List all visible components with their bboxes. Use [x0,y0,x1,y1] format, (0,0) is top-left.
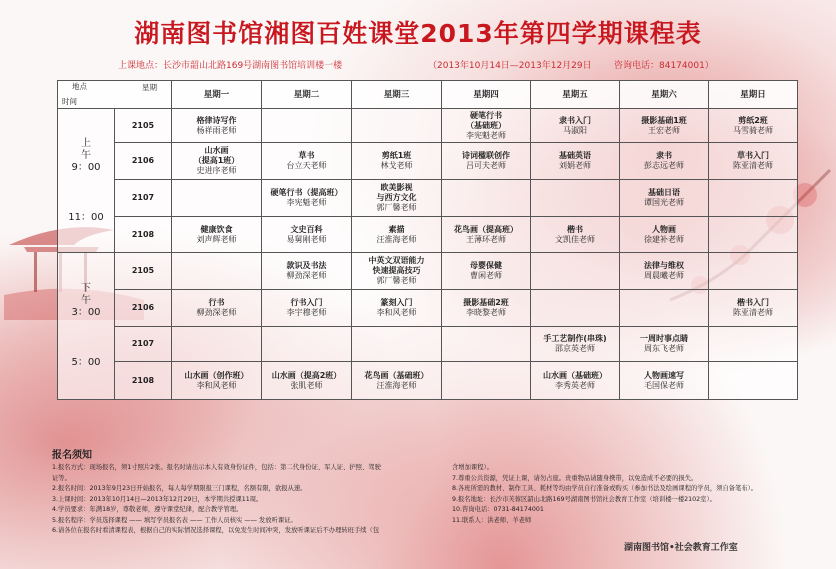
day-header-6: 星期六 [620,81,709,109]
page-title: 湖南图书馆湘图百姓课堂2013年第四学期课程表 [134,19,702,48]
course-cell [709,109,798,143]
course-name: 楷书 [567,224,583,234]
notice-line: 8.各班所需的教材、制作工具、耗材等均由学员自行准备或购买（参加书法及绘画课程的学员，须自备笔布）。 [452,485,758,492]
notice-line: 含增加课程）。 [452,464,493,471]
course-cell [172,143,262,180]
course-cell [172,253,262,290]
course-name: 草书 [298,151,315,160]
afternoon-label-2: 午 [81,295,91,306]
course-cell [262,217,352,253]
course-cell [262,253,352,290]
course-cell [620,109,709,143]
teacher-name: 文凯佳老师 [555,234,595,244]
room-number: 2106 [115,143,172,180]
teacher-name: 柳劲深老师 [286,271,327,280]
teacher-name: 杨祥雨老师 [196,125,237,135]
course-name: 行书 [208,298,225,307]
course-name: 硬笔行书 （基础班） [466,110,506,130]
table-row [58,180,798,217]
table-row [58,362,798,400]
course-cell [709,253,798,290]
morning-label-2: 午 [81,149,91,161]
teacher-name: 刘娟老师 [559,161,591,170]
course-cell [442,143,531,180]
course-cell [709,217,798,253]
teacher-name: 马雪骑老师 [733,125,773,135]
course-name: 格律诗写作 [196,115,237,125]
course-cell [709,143,798,180]
course-name: 花鸟画（基础班） [364,370,429,380]
course-cell [262,327,352,362]
course-cell [352,327,442,362]
teacher-name: 李晓黎老师 [466,308,506,317]
room-number: 2108 [115,362,172,400]
table-row [58,217,798,253]
course-cell [442,327,531,362]
teacher-name: 李秀英老师 [555,380,595,390]
course-name: 楷书入门 [737,298,769,307]
course-cell [352,109,442,143]
teacher-name: 李和风老师 [196,380,237,390]
table-row [58,109,798,143]
teacher-name: 毛国保老师 [644,380,684,390]
teacher-name: 台立天老师 [286,161,327,170]
course-cell [172,217,262,253]
corner-time-label: 时间 [62,97,77,106]
course-name: 花鸟画（提高班） [454,224,518,234]
teacher-name: 陈亚清老师 [733,308,773,317]
morning-label-1: 上 [81,137,91,149]
course-name: 法律与维权 [644,261,684,270]
course-cell [531,143,620,180]
course-name: 素描 [388,224,405,234]
afternoon-start-time: 3：00 [71,307,101,318]
teacher-name: 李宪魁老师 [466,130,506,140]
room-number: 2107 [115,180,172,217]
notice-line: 3.上课时间：2013年10月14日—2013年12月29日，本学期共授课11周。 [52,495,263,503]
teacher-name: 马淑阳 [563,125,587,135]
teacher-name: 徐建补老师 [644,234,684,244]
course-cell [442,109,531,143]
course-name: 健康饮食 [200,224,233,234]
notice-line: 4.学员要求：年满18岁，尊敬老师，遵守课堂纪律，配合教学管理。 [52,506,243,513]
course-cell [352,362,442,400]
teacher-name: 邵京英老师 [555,344,595,353]
notice-line: 11.联系人：洪老师、羊老师 [452,516,532,524]
footer-organization: 湖南图书馆•社会教育工作室 [624,543,738,553]
course-cell [172,180,262,217]
teacher-name: 吕可夫老师 [466,161,506,170]
course-name: 基础英语 [559,151,591,160]
course-cell [262,362,352,400]
course-cell [620,327,709,362]
course-name: 篆刻入门 [380,298,413,307]
course-cell [531,290,620,327]
teacher-name: 彭志远老师 [644,161,684,170]
course-name: 草书入门 [737,151,769,160]
course-cell [531,109,620,143]
notice-line: 6.请各位在报名时看清课程表，根据自己的实际情况选择课程，以免发生时间冲突，发放听课证后不办理转班手续（包 [52,527,380,534]
course-cell [442,362,531,400]
course-cell [709,327,798,362]
room-number: 2108 [115,217,172,253]
course-name: 摄影基础2班 [463,298,509,307]
course-name: 中英文双语能力 快速提高技巧 [368,256,425,275]
notice-line: 7.尊重公共资源，凭证上课，请勿占座。贵重物品请随身携带，以免造成不必要的损失。 [452,474,698,482]
course-cell [620,362,709,400]
day-header-2: 星期二 [262,81,352,109]
course-name: 隶书 [656,151,672,160]
course-name: 一周时事点睛 [640,334,688,343]
table-row [58,290,798,327]
table-corner-header [58,81,172,109]
teacher-name: 张肌老师 [290,380,323,390]
day-header-7: 星期日 [709,81,798,109]
teacher-name: 王薄环老师 [466,234,506,244]
course-name: 文史百科 [290,224,323,234]
course-cell [352,180,442,217]
term-dates: （2013年10月14日—2013年12月29日 [428,61,592,71]
teacher-name: 史进序老师 [196,166,237,175]
course-cell [262,109,352,143]
morning-start-time: 9：00 [71,161,101,173]
teacher-name: 汪淮海老师 [376,234,417,244]
course-cell [352,253,442,290]
course-cell [620,253,709,290]
course-name: 山水画（提高2班） [271,370,342,380]
course-cell [172,109,262,143]
course-name: 欧美影视 与西方文化 [376,183,417,202]
morning-period-cell [58,109,115,253]
teacher-name: 李宪魁老师 [286,198,327,207]
course-cell [352,143,442,180]
course-cell [262,290,352,327]
course-cell [531,253,620,290]
afternoon-label [58,283,114,369]
table-row [58,253,798,290]
teacher-name: 汪淮海老师 [376,380,417,390]
course-cell [531,362,620,400]
course-name: 摄影基础1班 [641,115,687,125]
course-name: 人物画速写 [644,370,684,380]
course-cell [352,290,442,327]
teacher-name: 陈亚清老师 [733,161,773,170]
course-cell [709,290,798,327]
day-header-5: 星期五 [531,81,620,109]
course-cell [531,180,620,217]
teacher-name: 柳劲深老师 [196,308,237,317]
course-name: 山水画（基础班） [543,370,607,380]
notice-line: 5.报名程序：学员选择课程 —— 填写学员报名表 —— 工作人员核实 —— 发放听课证。 [52,516,297,524]
phone-info: 咨询电话：84174001） [614,61,714,71]
course-cell [442,180,531,217]
course-cell [620,143,709,180]
course-name: 母婴保健 [470,261,502,270]
course-name: 剪纸2班 [738,115,768,125]
course-cell [709,180,798,217]
teacher-name: 郭厂馨老师 [376,203,417,212]
teacher-name: 谭国光老师 [644,198,684,207]
course-cell [620,217,709,253]
room-number: 2106 [115,290,172,327]
course-cell [172,362,262,400]
teacher-name: 周晨曦老师 [644,271,684,280]
teacher-name: 王宏老师 [648,125,680,135]
location-info: 上课地点：长沙市韶山北路169号湖南图书馆培训楼一楼 [118,61,343,71]
course-cell [352,217,442,253]
course-name: 硬笔行书（提高班） [270,188,343,197]
table-row [58,143,798,180]
room-number: 2107 [115,327,172,362]
morning-end-time: 11：00 [68,211,104,223]
notice-title: 报名须知 [52,450,92,461]
notice-line: 证等。 [52,474,71,482]
teacher-name: 周东飞老师 [644,344,684,353]
course-cell [442,253,531,290]
course-cell [531,327,620,362]
course-cell [620,290,709,327]
notice-right-column [452,463,832,526]
course-cell [442,217,531,253]
course-name: 隶书入门 [559,115,591,125]
course-name: 山水画 （提高1班） [193,146,240,165]
course-cell [531,217,620,253]
room-number: 2105 [115,109,172,143]
room-number: 2105 [115,253,172,290]
course-cell [262,180,352,217]
teacher-name: 李和风老师 [376,308,417,317]
day-header-3: 星期三 [352,81,442,109]
course-name: 手工艺制作(串珠) [543,334,607,343]
corner-place-label: 地点 [72,82,87,91]
course-cell [172,290,262,327]
course-name: 人物画 [652,224,676,234]
afternoon-end-time: 5：00 [71,357,101,368]
corner-weekday-label: 星期 [142,83,157,92]
course-name: 款识及书法 [286,261,327,270]
course-cell [620,180,709,217]
teacher-name: 易舅刚老师 [286,234,327,244]
notice-line: 2.报名时间：2013年9月23日开始报名，每人每学期限报三门课程，名额有限，欲报从速。 [52,485,307,492]
teacher-name: 刘声辉老师 [196,234,237,244]
morning-label [58,138,114,224]
teacher-name: 李宇穆老师 [286,308,327,317]
afternoon-period-cell [58,253,115,400]
course-cell [262,143,352,180]
notice-line: 10.咨询电话：0731-84174001 [452,506,544,513]
course-cell [172,327,262,362]
teacher-name: 林戈老师 [380,161,413,170]
course-cell [709,362,798,400]
course-name: 诗词楹联创作 [462,151,510,160]
course-name: 剪纸1班 [381,151,412,160]
notice-left-column [52,463,432,537]
table-row [58,327,798,362]
course-timetable [57,80,798,400]
notice-line: 9.报名地址：长沙市芙蓉区韶山北路169号湖南图书馆社会教育工作室（培训楼一楼2102室）。 [452,495,716,503]
day-header-1: 星期一 [172,81,262,109]
teacher-name: 郭厂馨老师 [376,276,417,285]
teacher-name: 曹闲老师 [470,271,502,280]
course-cell [442,290,531,327]
day-header-4: 星期四 [442,81,531,109]
afternoon-label-1: 下 [81,283,91,294]
course-name: 基础日语 [648,188,680,197]
notice-line: 1.报名方式：现场报名，须1寸照片2张。报名时请出示本人有效身份证件，包括：第二代身份证、军人证、护照、驾驶 [52,464,381,471]
course-name: 山水画（创作班） [184,370,249,380]
course-name: 行书入门 [290,298,323,307]
